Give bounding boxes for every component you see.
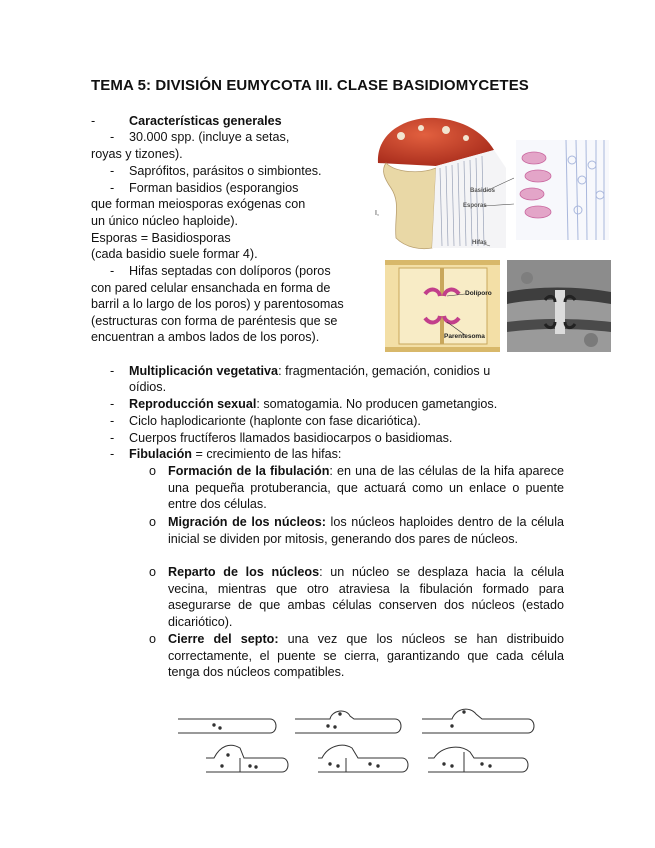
- text-line: (cada basidio suele formar 4).: [91, 247, 258, 261]
- label-doliporo: Dolíporo: [465, 290, 492, 297]
- description: = crecimiento de las hifas:: [191, 447, 342, 461]
- list-item-sexual: [129, 396, 497, 413]
- dash: -: [110, 414, 115, 428]
- dash: -: [110, 264, 115, 278]
- text-line: con pared celular ensanchada en forma de: [91, 281, 331, 295]
- description: : en una de las células de la hifa aparece una pequeña protuberancia, que actuará como un enlace o puente entre dos células.: [168, 464, 564, 512]
- text-line: (estructuras con forma de paréntesis que se: [91, 314, 338, 328]
- label-basidios: Basidios: [470, 188, 496, 194]
- dash: -: [110, 130, 115, 144]
- label-esporas: Esporas: [463, 203, 487, 209]
- text-line: 30.000 spp. (incluye a setas,: [129, 130, 290, 144]
- stage-1: [178, 719, 276, 733]
- list-item-cycle: Ciclo haplodicarionte (haplonte con fase dicariótica).: [129, 414, 421, 428]
- text-line: Saprófitos, parásitos o simbiontes.: [129, 164, 322, 178]
- term: Reparto de los núcleos: [168, 565, 320, 579]
- label-hifas: Hifas: [472, 240, 487, 246]
- bullet: o: [149, 464, 157, 478]
- stage-4: [206, 745, 288, 772]
- mushroom-stem: [384, 163, 436, 249]
- description: : un núcleo se desplaza hacia la célula vecina, mientras que otro atraviesa la fibulación formado para asegurarse de que ambas células conserven dos núcleos (estado dicariótico).: [168, 565, 565, 630]
- text-line: Forman basidios (esporangios: [129, 181, 299, 195]
- dash: -: [110, 364, 115, 378]
- term: Multiplicación vegetativa: [129, 364, 279, 378]
- term: Migración de los núcleos:: [168, 515, 326, 529]
- stage-5: [318, 745, 408, 772]
- sub-item-septum: [168, 631, 564, 681]
- bullet: o: [149, 515, 157, 529]
- list-item-fibulation: [129, 446, 341, 463]
- sub-item-formation: [168, 463, 564, 513]
- description: los núcleos haploides dentro de la célula inicial se dividen por mitosis, generando dos pares de núcleos.: [168, 515, 564, 546]
- term: Formación de la fibulación: [168, 464, 330, 478]
- term: Cierre del septo:: [168, 632, 279, 646]
- text-line: Hifas septadas con dolíporos (poros: [129, 264, 331, 278]
- term: Fibulación: [129, 447, 192, 461]
- description: una vez que los núcleos se han distribuido correctamente, el puente se cierra, garantizando que cada célula tenga dos núcleos compatibles.: [168, 632, 564, 680]
- section-heading: Características generales: [129, 114, 282, 128]
- stage-3: [422, 709, 534, 733]
- list-item-bodies: Cuerpos fructíferos llamados basidiocarpos o basidiomas.: [129, 431, 453, 445]
- stray-mark: I,: [375, 210, 379, 217]
- electron-micrograph: [507, 260, 611, 352]
- stage-2: [295, 711, 401, 733]
- list-item-vegetative: [129, 363, 490, 380]
- clamp-connection-diagram: [170, 700, 550, 790]
- text-line: Esporas = Basidiosporas: [91, 231, 231, 245]
- dash: -: [110, 397, 115, 411]
- text-line: encuentran a ambos lados de los poros).: [91, 330, 320, 344]
- text-line: que forman meiosporas exógenas con: [91, 197, 306, 211]
- bullet: o: [149, 565, 157, 579]
- stage-6: [428, 747, 528, 772]
- dash: -: [110, 447, 115, 461]
- dash: -: [110, 164, 115, 178]
- term: Reproducción sexual: [129, 397, 257, 411]
- cap-spot: [463, 135, 469, 141]
- dash: -: [110, 181, 115, 195]
- description: : fragmentación, gemación, conidios u: [278, 364, 491, 378]
- text-line: barril a lo largo de los poros) y parentosomas: [91, 297, 344, 311]
- description: : somatogamia. No producen gametangios.: [256, 397, 498, 411]
- cap-spot: [442, 126, 450, 134]
- dash: -: [110, 431, 115, 445]
- bullet: o: [149, 632, 157, 646]
- hyphae-block: [432, 150, 506, 248]
- basidia-closeup: [516, 140, 609, 240]
- text-line: un único núcleo haploide).: [91, 214, 239, 228]
- label-parentesoma: Parentesoma: [444, 333, 485, 340]
- text-line: oídios.: [129, 380, 167, 394]
- cap-spot: [397, 132, 405, 140]
- text-line: royas y tizones).: [91, 147, 183, 161]
- cap-spot: [418, 125, 424, 131]
- sub-item-migration: [168, 514, 564, 547]
- mushroom-illustration: [366, 108, 514, 254]
- dash: -: [91, 114, 96, 128]
- sub-item-distribution: [168, 564, 564, 631]
- page-title: TEMA 5: DIVISIÓN EUMYCOTA III. CLASE BASIDIOMYCETES: [91, 77, 529, 94]
